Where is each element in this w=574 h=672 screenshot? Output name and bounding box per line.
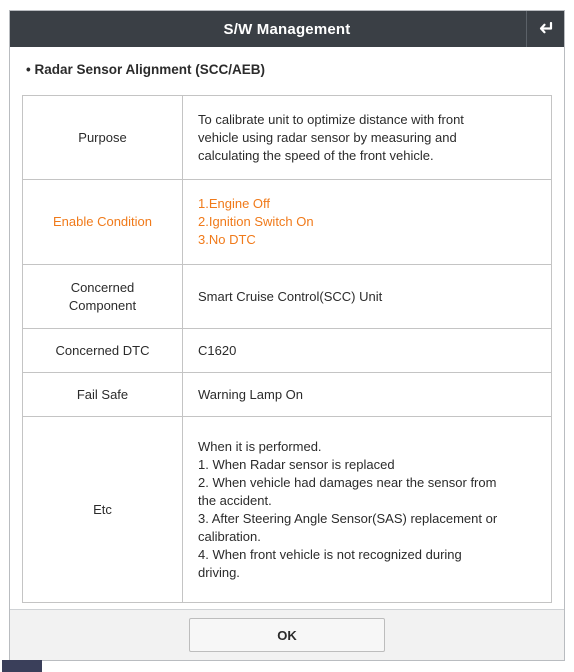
row-value-fail-safe: Warning Lamp On [183, 373, 552, 417]
row-value-concerned-dtc: C1620 [183, 329, 552, 373]
value-line: 1.Engine Off [198, 196, 271, 211]
label-line: Component [68, 297, 137, 313]
row-value-etc [183, 417, 552, 603]
row-value-enable-condition [183, 180, 552, 265]
value-line: To calibrate unit to optimize distance with front [198, 111, 464, 127]
table-row [23, 180, 552, 265]
value-line: 3.No DTC [198, 232, 256, 247]
value-line: driving. [198, 564, 240, 580]
row-label-fail-safe: Fail Safe [23, 373, 183, 417]
value-line: the accident. [198, 492, 272, 508]
value-line: calculating the speed of the front vehicle. [198, 147, 434, 163]
table-row [23, 417, 552, 603]
row-value-concerned-component: Smart Cruise Control(SCC) Unit [183, 265, 552, 329]
dialog-title: S/W Management [223, 20, 351, 38]
back-button[interactable] [526, 11, 564, 47]
label-line: Concerned [70, 279, 135, 295]
sw-management-dialog [9, 10, 565, 661]
dialog-footer [10, 609, 564, 660]
row-label-concerned-component [23, 265, 183, 329]
title-bar [10, 11, 564, 47]
taskbar-edge [2, 660, 42, 672]
value-line: 4. When front vehicle is not recognized during [198, 546, 462, 562]
row-value-purpose [183, 96, 552, 180]
value-line: When it is performed. [198, 438, 322, 454]
table-row [23, 265, 552, 329]
value-line: 3. After Steering Angle Sensor(SAS) replacement or [198, 510, 498, 526]
table-row [23, 373, 552, 417]
row-label-enable-condition: Enable Condition [23, 180, 183, 265]
row-label-concerned-dtc: Concerned DTC [23, 329, 183, 373]
return-arrow-icon [538, 22, 554, 36]
table-row [23, 329, 552, 373]
info-table [22, 95, 552, 603]
value-line: vehicle using radar sensor by measuring and [198, 129, 457, 145]
table-row [23, 96, 552, 180]
row-label-purpose: Purpose [23, 96, 183, 180]
ok-button[interactable]: OK [189, 618, 385, 652]
content-area [10, 95, 564, 609]
value-line: 2. When vehicle had damages near the sensor from [198, 474, 497, 490]
row-label-etc: Etc [23, 417, 183, 603]
value-line: calibration. [198, 528, 261, 544]
value-line: 1. When Radar sensor is replaced [198, 456, 395, 472]
value-line: 2.Ignition Switch On [198, 214, 314, 229]
section-heading: • Radar Sensor Alignment (SCC/AEB) [26, 62, 266, 77]
